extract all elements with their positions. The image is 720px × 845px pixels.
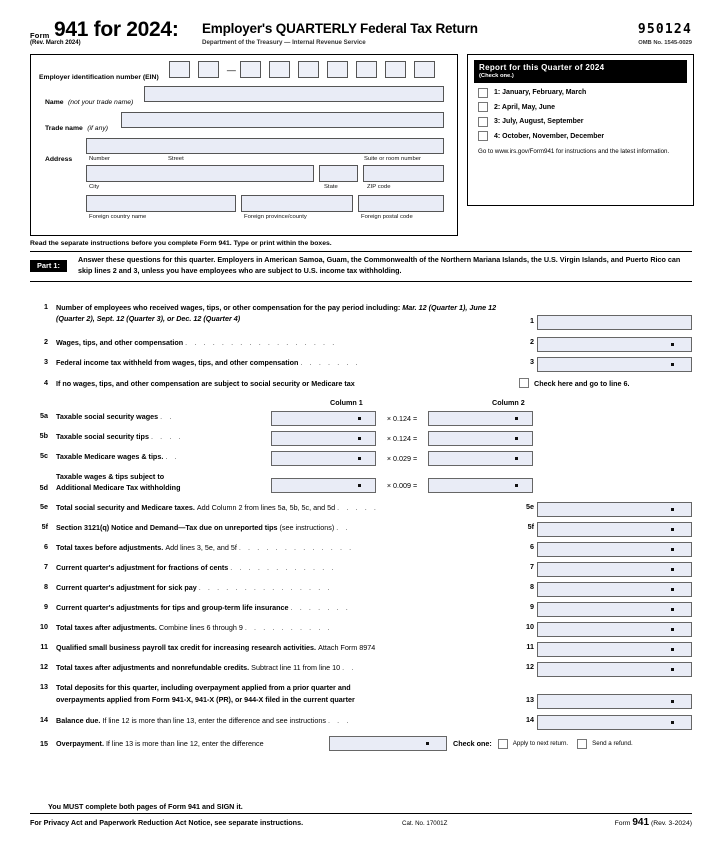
line-10-label-rest: Combine lines 6 through 9: [158, 623, 243, 633]
ein-digit-8[interactable]: [385, 61, 406, 78]
line-15-number: 15: [40, 739, 48, 749]
quarter-2-label: 2: April, May, June: [494, 103, 556, 111]
name-label: Name: [45, 99, 64, 106]
quarter-option-3[interactable]: [478, 117, 693, 127]
line-15-label-rest: If line 13 is more than line 12, enter the difference: [105, 739, 264, 749]
line-4-number: 4: [44, 378, 48, 387]
footer-form-identifier: [552, 817, 692, 828]
part-1-tag: [30, 255, 78, 277]
line-5d-multiplier: × 0.009 =: [386, 481, 418, 491]
line-5b-column1-input[interactable]: [271, 431, 376, 446]
line-15-apply-group[interactable]: [492, 739, 568, 749]
form-sheet: [30, 18, 692, 828]
ein-digit-6[interactable]: [327, 61, 348, 78]
form-footer: [30, 802, 692, 828]
line-3-row: [30, 357, 692, 372]
line-4-checkbox[interactable]: [519, 378, 529, 388]
form-revision-label: (Rev. March 2024): [30, 40, 81, 46]
line-7-number: 7: [44, 562, 48, 572]
line-9-text: [56, 602, 521, 613]
ein-boxes: [169, 61, 439, 79]
ein-digit-7[interactable]: [356, 61, 377, 78]
quarter-3-label: 3: July, August, September: [494, 118, 584, 125]
line-1-row: [30, 302, 692, 330]
line-13-input[interactable]: [537, 694, 692, 709]
ocr-scanline-number: 950124: [637, 22, 692, 37]
line-5b-row: [30, 431, 692, 446]
quarter-option-2[interactable]: [478, 102, 693, 112]
trade-name-note: (if any): [87, 125, 109, 132]
line-5c-column1-input[interactable]: [271, 451, 376, 466]
footer-form-revision: (Rev. 3-2024): [650, 820, 692, 827]
line-12-input[interactable]: [537, 662, 692, 677]
form-title: Employer's QUARTERLY Federal Tax Return: [202, 21, 478, 36]
line-7-leader: . . . . . . . . . . . .: [230, 563, 336, 573]
line-8-right-number: 8: [530, 582, 534, 592]
line-2-leader: . . . . . . . . . . . . . . . . .: [185, 338, 337, 347]
ein-digit-5[interactable]: [298, 61, 319, 78]
line-10-input[interactable]: [537, 622, 692, 637]
line-14-label-bold: Balance due.: [56, 716, 101, 726]
city-input[interactable]: [86, 165, 314, 182]
line-5b-leader: . . . .: [150, 432, 184, 442]
line-5e-leader: . . . . .: [337, 503, 379, 513]
footer-form-number: 941: [632, 817, 650, 828]
name-input[interactable]: [144, 86, 444, 102]
caption-zip: ZIP code: [367, 184, 391, 190]
caption-city: City: [89, 184, 100, 190]
line-2-text: [56, 337, 521, 348]
line-10-label-bold: Total taxes after adjustments.: [56, 623, 157, 633]
form-header: [30, 18, 692, 48]
line-14-text: [56, 715, 521, 726]
line-5f-right-number: 5f: [527, 522, 534, 532]
line-10-leader: . . . . . . . . . .: [244, 623, 333, 633]
name-note: (not your trade name): [67, 99, 134, 106]
quarter-3-checkbox[interactable]: [478, 117, 488, 127]
line-5f-row: [30, 522, 692, 537]
line-5f-label-rest: (see instructions): [279, 523, 335, 533]
line-8-leader: . . . . . . . . . . . . . . .: [198, 583, 333, 593]
foreign-country-input[interactable]: [86, 195, 236, 212]
line-1-number: 1: [44, 302, 48, 311]
caption-foreign-postal: Foreign postal code: [361, 214, 413, 220]
line-5e-label-bold: Total social security and Medicare taxes.: [56, 503, 195, 513]
line-4-checkbox-group[interactable]: [519, 378, 692, 388]
quarter-heading: Report for this Quarter of 2024: [479, 63, 605, 72]
line-14-label-rest: If line 12 is more than line 13, enter the difference and see instructions: [102, 716, 326, 726]
line-12-row: [30, 662, 692, 677]
trade-name-label: Trade name: [45, 125, 83, 132]
line-5a-text: [56, 411, 271, 422]
ein-digit-3[interactable]: [240, 61, 261, 78]
line-15-text: [56, 738, 329, 749]
line-4-checkbox-label: Check here and go to line 6.: [534, 378, 630, 388]
line-13-row: [30, 682, 692, 709]
line-5f-number: 5f: [41, 522, 48, 532]
quarter-option-4[interactable]: [478, 131, 693, 141]
line-3-right-number: 3: [530, 357, 534, 366]
column-1-header: Column 1: [330, 398, 363, 408]
line-1-text-italic: Mar. 12 (Quarter 1), June 12 (Quarter 2), Sept. 12 (Quarter 3), or Dec. 12 (Quarter 4): [56, 303, 497, 324]
line-3-leader: . . . . . . .: [300, 358, 361, 367]
caption-street: Street: [168, 156, 184, 162]
footer-form-prefix: Form: [614, 820, 631, 827]
line-15-label-bold: Overpayment.: [56, 739, 104, 749]
line-14-input[interactable]: [537, 715, 692, 730]
line-12-number: 12: [40, 662, 48, 672]
line-5d-column1-input[interactable]: [271, 478, 376, 493]
line-6-text: [56, 542, 521, 553]
line-2-right-number: 2: [530, 337, 534, 346]
line-5a-leader: . .: [160, 412, 174, 422]
line-8-label: Current quarter's adjustment for sick pay: [56, 583, 197, 593]
line-items-section: [30, 302, 692, 756]
column-2-header: Column 2: [492, 398, 525, 408]
line-5f-text: [56, 522, 521, 533]
line-14-row: [30, 715, 692, 730]
line-5b-label: Taxable social security tips: [56, 432, 149, 442]
quarter-selection-box: [467, 54, 694, 206]
line-5f-input[interactable]: [537, 522, 692, 537]
caption-foreign-province: Foreign province/county: [244, 214, 307, 220]
line-4-row: [30, 378, 692, 389]
caption-suite: Suite or room number: [364, 156, 421, 162]
trade-label-wrap: [45, 117, 108, 135]
line-4-text: If no wages, tips, and other compensation are subject to social security or Medicare tax: [56, 379, 355, 388]
address-label: Address: [45, 156, 73, 163]
line-11-label-rest: Attach Form 8974: [318, 643, 376, 653]
form-number-title: 941 for 2024:: [54, 18, 179, 41]
line-3-text: [56, 357, 521, 368]
ein-label: Employer identification number (EIN): [39, 74, 159, 81]
line-11-label-bold: Qualified small business payroll tax credit for increasing research activities.: [56, 643, 317, 653]
line-5a-column2-input[interactable]: [428, 411, 533, 426]
line-10-text: [56, 622, 521, 633]
line-5d-label-line2: Additional Medicare Tax withholding: [56, 483, 181, 493]
ein-digit-1[interactable]: [169, 61, 190, 78]
caption-foreign-country: Foreign country name: [89, 214, 147, 220]
line-12-leader: . .: [342, 663, 356, 673]
line-8-text: [56, 582, 521, 593]
irs-website-note: Go to www.irs.gov/Form941 for instructions and the latest information.: [478, 148, 670, 155]
part-1-label: Part 1:: [30, 260, 67, 272]
line-5d-number: 5d: [39, 483, 48, 493]
form-word-label: Form: [30, 31, 50, 40]
line-7-text: [56, 562, 521, 573]
address-label-wrap: [45, 148, 72, 166]
part-1-header: [30, 251, 692, 282]
line-13-number: 13: [40, 682, 48, 692]
quarter-4-checkbox[interactable]: [478, 131, 488, 141]
line-5d-text: [56, 471, 271, 493]
quarter-4-label: 4: October, November, December: [494, 132, 605, 140]
line-11-right-number: 11: [526, 642, 534, 652]
employer-info-box: [30, 54, 458, 236]
quarter-2-checkbox[interactable]: [478, 102, 488, 112]
omb-number: OMB No. 1545-0029: [638, 40, 692, 46]
line-2-label: Wages, tips, and other compensation: [56, 338, 184, 347]
line-8-row: [30, 582, 692, 597]
line-5b-text: [56, 431, 271, 442]
line-9-number: 9: [44, 602, 48, 612]
line-11-number: 11: [40, 642, 48, 652]
quarter-subheading: (Check one.): [479, 73, 514, 79]
ein-digit-9[interactable]: [414, 61, 435, 78]
line-5a-column1-input[interactable]: [271, 411, 376, 426]
ein-dash: —: [226, 64, 236, 75]
line-3-input[interactable]: [537, 357, 692, 372]
line-6-label-rest: Add lines 3, 5e, and 5f: [165, 543, 237, 553]
caption-number: Number: [89, 156, 110, 162]
line-12-label-rest: Subtract line 11 from line 10: [251, 663, 341, 673]
line-15-apply-label: Apply to next return.: [512, 740, 569, 748]
line-9-leader: . . . . . . .: [290, 603, 351, 613]
line-5e-row: [30, 502, 692, 517]
line-9-label: Current quarter's adjustments for tips and group-term life insurance: [56, 603, 289, 613]
read-instructions-line: Read the separate instructions before you complete Form 941. Type or print within the boxes.: [30, 240, 332, 247]
line-7-input[interactable]: [537, 562, 692, 577]
line-9-input[interactable]: [537, 602, 692, 617]
line-5e-number: 5e: [40, 502, 48, 512]
line-6-leader: . . . . . . . . . . . . .: [238, 543, 354, 553]
must-complete-note: You MUST complete both pages of Form 941 and SIGN it.: [48, 802, 243, 811]
line-2-row: [30, 337, 692, 352]
line-5d-column2-input[interactable]: [428, 478, 533, 493]
ein-digit-4[interactable]: [269, 61, 290, 78]
line-8-input[interactable]: [537, 582, 692, 597]
line-5e-text: [56, 502, 521, 513]
line-6-label-bold: Total taxes before adjustments.: [56, 543, 164, 553]
line-5a-number: 5a: [40, 411, 48, 421]
line-7-row: [30, 562, 692, 577]
line-3-number: 3: [44, 357, 48, 366]
line-7-label: Current quarter's adjustment for fractions of cents: [56, 563, 229, 573]
line-14-right-number: 14: [526, 715, 534, 725]
line-1-right-number: 1: [530, 316, 534, 325]
line-3-label: Federal income tax withheld from wages, tips, and other compensation: [56, 358, 299, 367]
line-10-number: 10: [40, 622, 48, 632]
line-5d-row: [30, 471, 692, 493]
state-input[interactable]: [319, 165, 358, 182]
column-headers: [30, 398, 692, 409]
line-5b-multiplier: × 0.124 =: [386, 434, 418, 444]
line-5c-text: [56, 451, 271, 462]
line-11-text: [56, 642, 521, 653]
line-14-leader: . . .: [327, 716, 351, 726]
line-5a-label: Taxable social security wages: [56, 412, 159, 422]
line-13-text: [56, 682, 521, 704]
line-12-text: [56, 662, 521, 673]
ein-digit-2[interactable]: [198, 61, 219, 78]
catalog-number: Cat. No. 17001Z: [402, 820, 448, 827]
line-15-input[interactable]: [329, 736, 447, 751]
line-15-refund-group[interactable]: [568, 739, 633, 749]
line-11-input[interactable]: [537, 642, 692, 657]
line-5b-number: 5b: [39, 431, 48, 441]
line-5f-label-bold: Section 3121(q) Notice and Demand—Tax due on unreported tips: [56, 523, 278, 533]
line-13-label-line2: overpayments applied from Form 941-X, 941-X (PR), or 944-X filed in the current quarter: [56, 694, 355, 704]
ein-row: [39, 66, 159, 84]
line-10-row: [30, 622, 692, 637]
line-1-text: [56, 302, 521, 324]
quarter-header-bar: [474, 60, 687, 83]
line-1-input[interactable]: [537, 315, 692, 330]
zip-input[interactable]: [363, 165, 444, 182]
name-label-wrap: [45, 91, 133, 109]
line-5e-label-rest: Add Column 2 from lines 5a, 5b, 5c, and 5d: [196, 503, 336, 513]
line-13-right-number: 13: [526, 695, 534, 705]
line-6-row: [30, 542, 692, 557]
foreign-postal-input[interactable]: [358, 195, 444, 212]
line-5e-right-number: 5e: [526, 502, 534, 512]
line-14-number: 14: [40, 715, 48, 725]
line-15-refund-checkbox[interactable]: [577, 739, 587, 749]
privacy-act-notice: For Privacy Act and Paperwork Reduction Act Notice, see separate instructions.: [30, 818, 304, 827]
quarter-1-checkbox[interactable]: [478, 88, 488, 98]
foreign-province-input[interactable]: [241, 195, 353, 212]
line-10-right-number: 10: [526, 622, 534, 632]
line-5c-label: Taxable Medicare wages & tips.: [56, 452, 164, 462]
quarter-1-label: 1: January, February, March: [494, 89, 587, 96]
line-6-number: 6: [44, 542, 48, 552]
line-5e-input[interactable]: [537, 502, 692, 517]
line-15-refund-label: Send a refund.: [592, 740, 633, 748]
line-5b-column2-input[interactable]: [428, 431, 533, 446]
line-5c-row: [30, 451, 692, 466]
line-12-label-bold: Total taxes after adjustments and nonrefundable credits.: [56, 663, 250, 673]
department-label: Department of the Treasury — Internal Revenue Service: [202, 39, 366, 46]
quarter-option-1[interactable]: [478, 88, 693, 98]
line-5a-multiplier: × 0.124 =: [386, 414, 418, 424]
line-5c-multiplier: × 0.029 =: [386, 454, 418, 464]
line-9-row: [30, 602, 692, 617]
line-7-right-number: 7: [530, 562, 534, 572]
line-8-number: 8: [44, 582, 48, 592]
line-2-input[interactable]: [537, 337, 692, 352]
line-15-apply-checkbox[interactable]: [498, 739, 508, 749]
trade-name-input[interactable]: [121, 112, 444, 128]
line-5d-label-line1: Taxable wages & tips subject to: [56, 472, 165, 482]
line-13-label-line1: Total deposits for this quarter, including overpayment applied from a prior quarter and: [56, 683, 351, 693]
line-5a-row: [30, 411, 692, 426]
line-5c-number: 5c: [40, 451, 48, 461]
line-1-text-main: Number of employees who received wages, tips, or other compensation for the pay period including:: [56, 303, 401, 312]
line-11-row: [30, 642, 692, 657]
part-1-text: Answer these questions for this quarter. Employers in American Samoa, Guam, the Commonwealth of the Northern Mariana Islands, the U.S. Virgin Islands, and Puerto Rico can skip lines 2 and 3, unless you have employees who are subject to U.S. income tax withholding.: [78, 255, 681, 275]
caption-state: State: [324, 184, 338, 190]
line-12-right-number: 12: [526, 662, 534, 672]
line-5f-leader: . .: [336, 523, 351, 533]
line-6-right-number: 6: [530, 542, 534, 552]
line-9-right-number: 9: [530, 602, 534, 612]
line-2-number: 2: [44, 337, 48, 346]
line-15-row: [30, 736, 692, 751]
line-5c-column2-input[interactable]: [428, 451, 533, 466]
line-6-input[interactable]: [537, 542, 692, 557]
address-street-input[interactable]: [86, 138, 444, 154]
line-5c-leader: . .: [165, 452, 180, 462]
line-15-check-one-label: Check one:: [453, 739, 492, 749]
